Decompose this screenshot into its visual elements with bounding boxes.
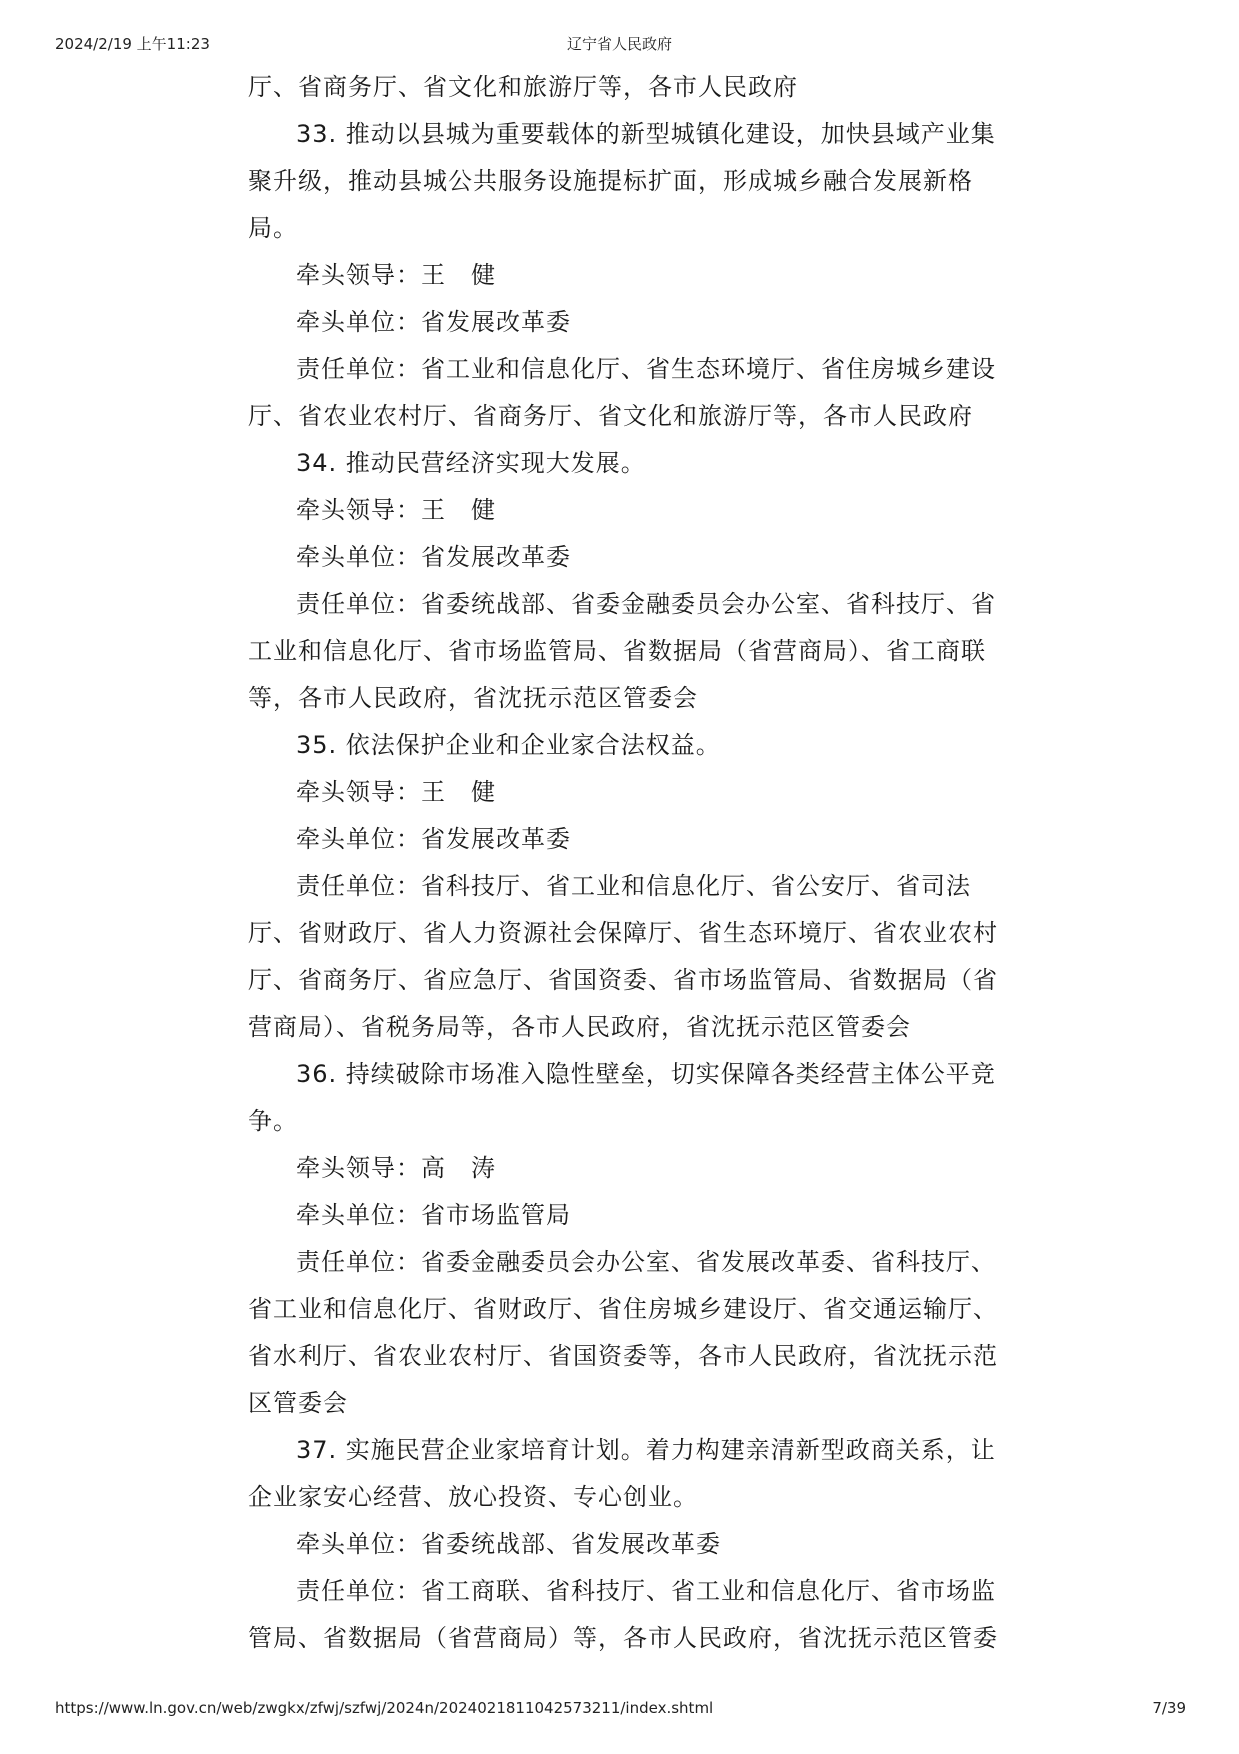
task-37-item: 37. 实施民营企业家培育计划。着力构建亲清新型政商关系，让企业家安心经营、放心投资、专心创业。 xyxy=(248,1436,996,1511)
page-number: 7/39 xyxy=(1152,1699,1186,1717)
task-36-lead-leader: 牵头领导：高 涛 xyxy=(296,1154,496,1182)
task-33-item: 33. 推动以县城为重要载体的新型城镇化建设，加快县域产业集聚升级，推动县城公共服务设施提标扩面，形成城乡融合发展新格局。 xyxy=(248,120,996,242)
task-35-responsible-units: 责任单位：省科技厅、省工业和信息化厅、省公安厅、省司法厅、省财政厅、省人力资源社会保障厅、省生态环境厅、省农业农村厅、省商务厅、省应急厅、省国资委、省市场监管局、省数据局（省营商局）、省税务局等，各市人民政府，省沈抚示范区管委会 xyxy=(248,872,998,1041)
task-33-lead-unit: 牵头单位：省发展改革委 xyxy=(296,308,571,336)
task-36-responsible-units: 责任单位：省委金融委员会办公室、省发展改革委、省科技厅、省工业和信息化厅、省财政厅、省住房城乡建设厅、省交通运输厅、省水利厅、省农业农村厅、省国资委等，各市人民政府，省沈抚示范区管委会 xyxy=(248,1248,998,1417)
task-35-lead-unit: 牵头单位：省发展改革委 xyxy=(296,825,571,853)
page-title: 辽宁省人民政府 xyxy=(566,35,672,53)
task-36-item: 36. 持续破除市场准入隐性壁垒，切实保障各类经营主体公平竞争。 xyxy=(248,1060,996,1135)
task-37-lead-unit: 牵头单位：省委统战部、省发展改革委 xyxy=(296,1530,721,1558)
task-35-item: 35. 依法保护企业和企业家合法权益。 xyxy=(296,731,721,759)
task-34-lead-unit: 牵头单位：省发展改革委 xyxy=(296,543,571,571)
task-34-item: 34. 推动民营经济实现大发展。 xyxy=(296,449,646,477)
task-34-responsible-units: 责任单位：省委统战部、省委金融委员会办公室、省科技厅、省工业和信息化厅、省市场监管局、省数据局（省营商局）、省工商联等，各市人民政府，省沈抚示范区管委会 xyxy=(248,590,996,712)
task-34-lead-leader: 牵头领导：王 健 xyxy=(296,496,496,524)
task-36-lead-unit: 牵头单位：省市场监管局 xyxy=(296,1201,571,1229)
print-datetime: 2024/2/19 上午11:23 xyxy=(55,35,210,53)
task-37-responsible-units: 责任单位：省工商联、省科技厅、省工业和信息化厅、省市场监管局、省数据局（省营商局）等，各市人民政府，省沈抚示范区管委 xyxy=(248,1577,998,1652)
paragraph-continuation: 厅、省商务厅、省文化和旅游厅等，各市人民政府 xyxy=(248,73,798,101)
document-body xyxy=(248,64,1008,1662)
task-33-lead-leader: 牵头领导：王 健 xyxy=(296,261,496,289)
task-33-responsible-units: 责任单位：省工业和信息化厅、省生态环境厅、省住房城乡建设厅、省农业农村厅、省商务厅、省文化和旅游厅等，各市人民政府 xyxy=(248,355,996,430)
page-url: https://www.ln.gov.cn/web/zwgkx/zfwj/szfwj/2024n/2024021811042573211/index.shtml xyxy=(55,1699,714,1717)
task-35-lead-leader: 牵头领导：王 健 xyxy=(296,778,496,806)
